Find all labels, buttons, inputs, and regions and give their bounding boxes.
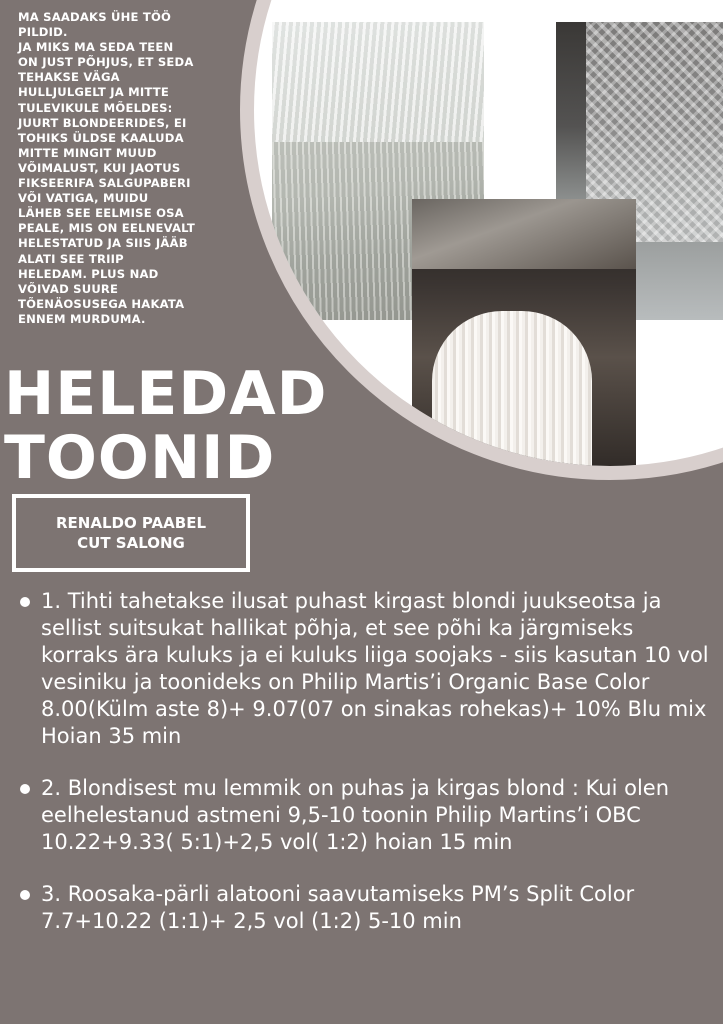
salon-name-box: RENALDO PAABEL CUT SALONG — [12, 494, 250, 572]
tips-list — [16, 588, 711, 935]
list-item — [16, 588, 711, 750]
tip-text: 2. Blondisest mu lemmik on puhas ja kirgas blond : Kui olen eelhelestanud astmeni 9,5-10 toonin Philip Martins’i OBC 10.22+9.33( 5:1)+2,5 vol( 1:2) hoian 15 min — [41, 776, 670, 854]
list-item — [16, 881, 711, 935]
bullet-icon — [20, 597, 30, 607]
intro-text: MA SAADAKS ÜHE TÖÖ PILDID. JA MIKS MA SEDA TEEN ON JUST PÕHJUS, ET SEDA TEHAKSE VÄGA HULLJULGELT JA MITTE TULEVIKULE MÕELDES: JUURT BLONDEERIDES, EI TOHIKS ÜLDSE KAALUDA MITTE MINGIT MUUD VÕIMALUST, KUI JAOTUS FIKSEERIFA SALGUPABERI VÕI VATIGA, MUIDU LÄHEB SEE EELMISE OSA PEALE, MIS ON EELNEVALT HELESTATUD JA SIIS JÄÄB ALATI SEE TRIIP HELEDAM. PLUS NAD VÕIVAD SUURE TÕENÄOSUSEGA HAKATA ENNEM MURDUMA. — [18, 10, 195, 326]
tip-text: 3. Roosaka-pärli alatooni saavutamiseks PM’s Split Color 7.7+10.22 (1:1)+ 2,5 vol (1:2) 5-10 min — [41, 882, 635, 933]
list-item — [16, 775, 711, 856]
tip-text: 1. Tihti tahetakse ilusat puhast kirgast blondi juukseotsa ja sellist suitsukat hallikat põhja, et see põhi ka järgmiseks korraks ära kuluks ja ei kuluks liiga soojaks - siis kasutan 10 vol vesiniku ja toonideks on Philip Martis’i Organic Base Color 8.00(Külm aste 8)+ 9.07(07 on sinakas rohekas)+ 10% Blu mix Hoian 35 min — [41, 589, 709, 748]
photo-blonde-result — [412, 199, 636, 480]
bullet-icon — [20, 890, 30, 900]
page-title: HELEDAD TOONID — [4, 359, 328, 493]
bullet-icon — [20, 784, 30, 794]
